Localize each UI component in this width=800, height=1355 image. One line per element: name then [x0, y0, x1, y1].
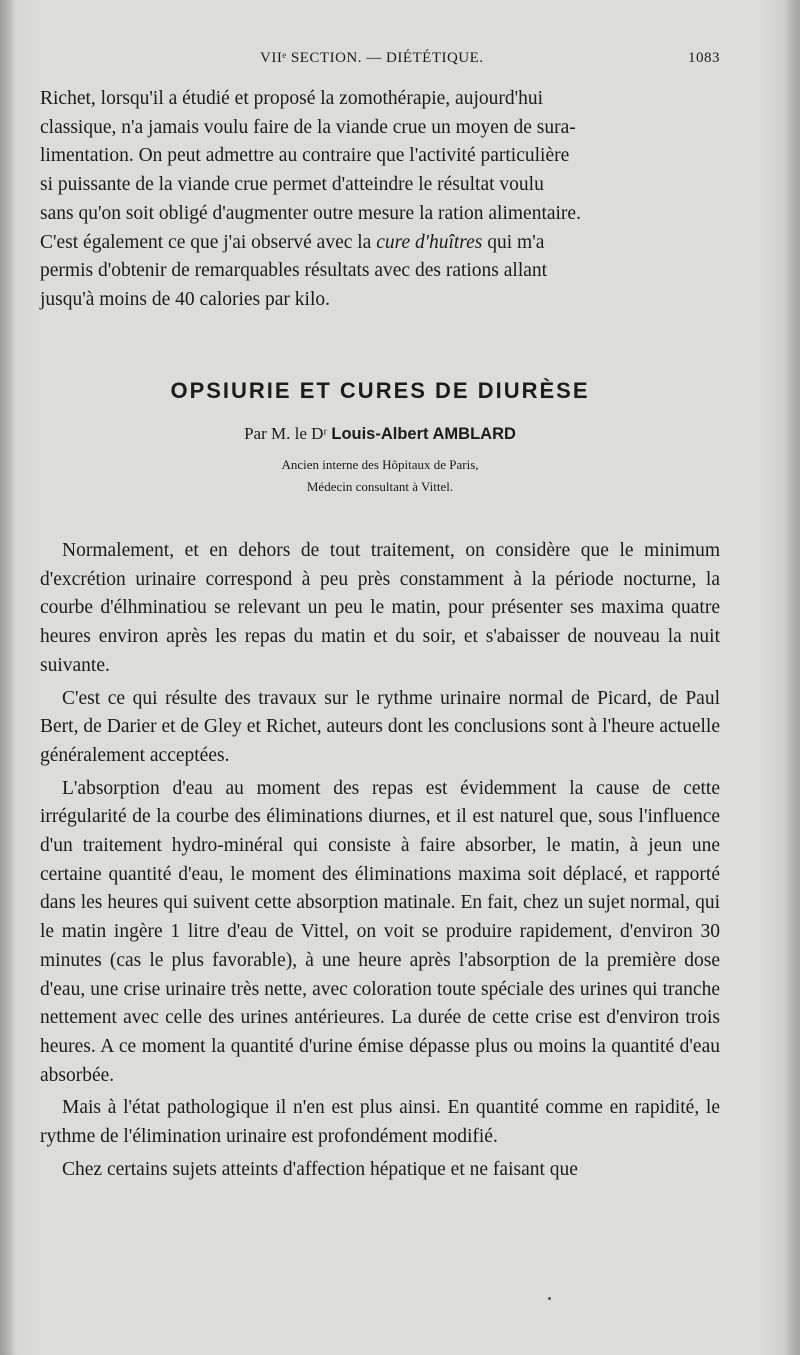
text-fragment: C'est également ce que j'ai observé avec la	[40, 231, 377, 253]
text-fragment: qui m'a	[482, 231, 545, 253]
text-line	[40, 229, 720, 258]
paragraph: L'absorption d'eau au moment des repas est évidemment la cause de cette irrégularité de la courbe des éliminations diurnes, et il est naturel que, sous l'influence d'un traitement hydro-minéral qui consiste à faire absorber, le matin, à jeun une certaine quantité d'eau, le moment des éliminations maxima soit déplacé, et rapporté dans les heures qui suivent cette absorption matinale. En fait, chez un sujet normal, qui le matin ingère 1 litre d'eau de Vittel, on voit se produire rapidement, d'environ 30 minutes (cas le plus favorable), à une heure après l'absorption de la première dose d'eau, une crise urinaire très nette, avec coloration toute spéciale des urines qui tranche nettement avec celle des urines antérieures. La durée de cette crise est d'environ trois heures. A ce moment la quantité d'urine émise dépasse plus ou moins la quantité d'eau absorbée.	[40, 777, 720, 1086]
byline	[40, 424, 720, 444]
author-affiliation-1: Ancien interne des Hôpitaux de Paris,	[281, 457, 479, 472]
byline-prefix: Par M. le Dʳ	[244, 424, 332, 443]
article-title: OPSIURIE ET CURES DE DIURÈSE	[170, 378, 590, 403]
page-number: 1083	[688, 50, 720, 66]
paragraph: Normalement, et en dehors de tout traitement, on considère que le minimum d'excrétion urinaire correspond à peu près constamment à la période nocturne, la courbe d'élhminatiou se relevant un peu le matin, pour présenter ses maxima quatre heures environ après les repas du matin et du soir, et s'abaisser de nouveau la nuit suivante.	[40, 540, 720, 676]
scan-speck	[548, 1297, 551, 1300]
page-edge-shadow	[784, 0, 800, 1355]
text-line: Richet, lorsqu'il a étudié et proposé la zomothérapie, aujourd'hui	[40, 88, 544, 109]
italic-term: cure d'huîtres	[376, 231, 483, 253]
author-affiliation-2: Médecin consultant à Vittel.	[306, 479, 454, 494]
paragraph: C'est ce qui résulte des travaux sur le rythme urinaire normal de Picard, de Paul Bert, de Darier et de Gley et Richet, auteurs dont les conclusions sont à l'heure actuelle généralement acceptées.	[40, 687, 720, 766]
paragraph: Mais à l'état pathologique il n'en est plus ainsi. En quantité comme en rapidité, le rythme de l'élimination urinaire est profondément modifié.	[40, 1097, 720, 1148]
paragraph: Chez certains sujets atteints d'affection hépatique et ne faisant que	[62, 1158, 578, 1180]
text-line: jusqu'à moins de 40 calories par kilo.	[40, 288, 330, 310]
intro-paragraph	[40, 85, 720, 315]
running-header	[40, 50, 720, 74]
running-header-section: VIIᵉ SECTION. — DIÉTÉTIQUE.	[260, 50, 484, 66]
text-line: limentation. On peut admettre au contraire que l'activité particulière	[40, 145, 570, 167]
text-line: sans qu'on soit obligé d'augmenter outre mesure la ration alimentaire.	[40, 202, 581, 224]
page-binding-shadow	[0, 0, 16, 1355]
text-line: si puissante de la viande crue permet d'atteindre le résultat voulu	[40, 174, 544, 196]
text-line: classique, n'a jamais voulu faire de la viande crue un moyen de sura-	[40, 116, 576, 138]
text-line: permis d'obtenir de remarquables résultats avec des rations allant	[40, 260, 548, 282]
article-body	[40, 537, 720, 1184]
author-name: Louis-Albert AMBLARD	[331, 425, 516, 443]
